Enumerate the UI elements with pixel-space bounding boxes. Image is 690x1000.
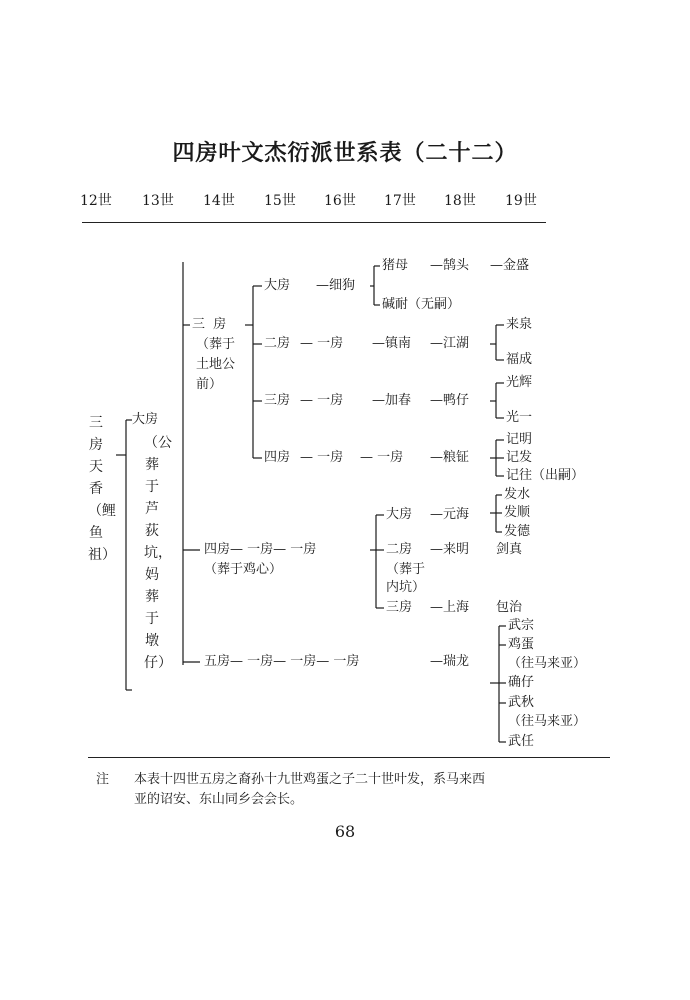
s3-sanfang: 三房: [264, 393, 291, 408]
s2-laiquan: 来泉: [506, 317, 533, 332]
g17-sanfang: 三房: [386, 600, 413, 615]
g19-fashui: 发水: [504, 487, 531, 502]
s1-zhumu: 猪母: [382, 258, 409, 273]
g19-jianzhen: 剑真: [496, 542, 523, 557]
root-ancestor: 三房天香（鲤鱼祖）: [88, 415, 116, 563]
s4-jiming: 记明: [506, 432, 533, 447]
generation-label-13: 13世: [142, 193, 174, 209]
gen13-burial-note: （公葬于芦荻坑，妈葬于墩仔）: [144, 435, 172, 671]
footer-rule: [88, 757, 610, 758]
generation-label-12: 12世: [80, 193, 112, 209]
s2-yifang: — 一房: [300, 336, 344, 351]
s4-jiwang: 记往（出嗣）: [506, 468, 585, 483]
g17-erfang: 二房: [386, 542, 413, 557]
gen14-sanfang-note-1: （葬于: [196, 337, 236, 352]
s2-zhennan: —镇南: [372, 336, 412, 351]
g17-erfang-note-2: 内坑）: [386, 580, 426, 595]
g17-shanghai: —上海: [430, 600, 470, 615]
g17-dafang: 大房: [386, 507, 413, 522]
s1-jinsheng: —金盛: [490, 258, 530, 273]
w-wuqiu: 武秋: [508, 695, 535, 710]
s2-fucheng: 福成: [506, 352, 533, 367]
gen14-sifang-note: （葬于鸡心）: [204, 562, 283, 577]
g17-laiming: —来明: [430, 542, 470, 557]
s4-yifang-2: — 一房: [360, 450, 404, 465]
s3-jiachun: —加春: [372, 393, 412, 408]
s4-jifa: 记发: [506, 450, 533, 465]
s3-guanghui: 光辉: [506, 375, 533, 390]
w-quezai: 确仔: [508, 675, 535, 690]
s1-dafang: 大房: [264, 278, 291, 293]
s3-guangyi: 光一: [506, 410, 533, 425]
g18-ruilong: —瑞龙: [430, 654, 470, 669]
s1-xigou: —细狗: [316, 278, 356, 293]
g17-yuanhai: —元海: [430, 507, 470, 522]
w-wuren: 武任: [508, 734, 535, 749]
g19-baozhi: 包治: [496, 600, 523, 615]
s2-erfang: 二房: [264, 336, 291, 351]
generation-label-16: 16世: [324, 193, 356, 209]
generation-label-14: 14世: [203, 193, 235, 209]
gen14-sanfang-note-3: 前）: [196, 377, 223, 392]
g19-fashun: 发顺: [504, 505, 531, 520]
generation-label-18: 18世: [444, 193, 476, 209]
w-wuqiu-note: （往马来亚）: [508, 714, 587, 729]
w-jidan-note: （往马来亚）: [508, 656, 587, 671]
note-line-1: 本表十四世五房之裔孙十九世鸡蛋之子二十世叶发，系马来西: [134, 772, 486, 787]
generation-label-17: 17世: [384, 193, 416, 209]
gen14-sanfang: 三 房: [192, 317, 229, 332]
gen14-sanfang-note-2: 土地公: [196, 357, 236, 372]
g19-fade: 发德: [504, 524, 531, 539]
page-title: 四房叶文杰衍派世系表（二十二）: [172, 141, 518, 166]
s1-jiannai: 碱耐（无嗣）: [382, 297, 461, 312]
s3-yazai: —鸭仔: [430, 393, 470, 408]
s1-gutou: —鹄头: [430, 258, 470, 273]
page-number: 68: [334, 822, 356, 841]
w-jidan: 鸡蛋: [508, 637, 535, 652]
gen14-sifang-line: 四房— 一房— 一房: [204, 542, 317, 557]
generation-label-15: 15世: [264, 193, 296, 209]
s3-yifang: — 一房: [300, 393, 344, 408]
s4-genzhi: —粮钲: [430, 450, 470, 465]
s4-sifang: 四房: [264, 450, 291, 465]
gen14-wufang-line: 五房— 一房— 一房— 一房: [204, 654, 360, 669]
s2-jianghu: —江湖: [430, 336, 470, 351]
g17-erfang-note-1: （葬于: [386, 562, 426, 577]
w-wuzong: 武宗: [508, 618, 535, 633]
note-line-2: 亚的诏安、东山同乡会会长。: [134, 792, 304, 807]
s4-yifang-1: — 一房: [300, 450, 344, 465]
gen13-dafang: 大房: [132, 412, 159, 427]
generation-label-19: 19世: [505, 193, 537, 209]
note-label: 注: [96, 772, 110, 787]
